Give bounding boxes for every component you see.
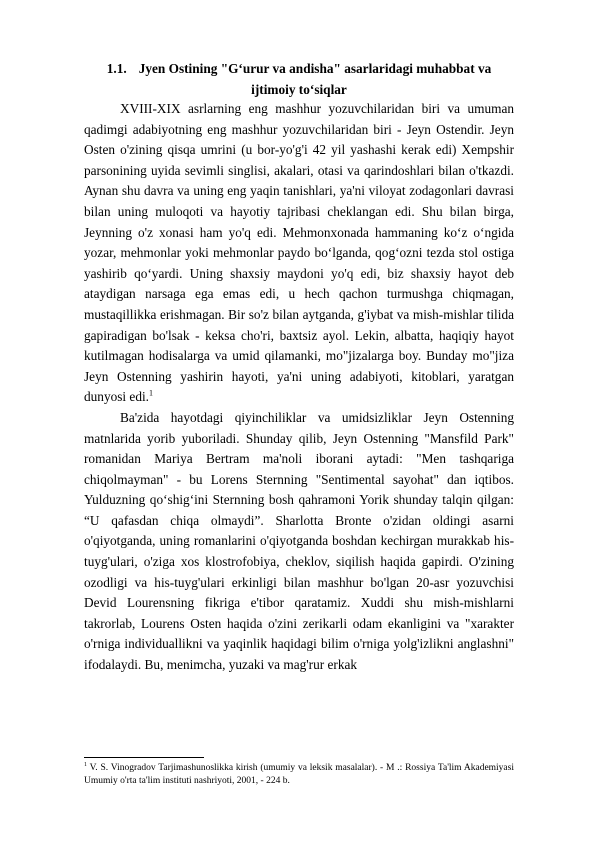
body-text (84, 99, 514, 676)
footnote-separator (84, 757, 204, 758)
paragraph-2 (84, 408, 514, 676)
footnote-number: 1 (84, 761, 87, 768)
footnote (84, 762, 514, 787)
paragraph-1-text: XVIII-XIX asrlarning eng mashhur yozuvchilaridan biri va umuman qadimgi adabiyotning eng mashhur yozuvchilaridan biri - Jeyn Ostendir. Jeyn Osten o'zining qisqa umrini (u bor-yo'g'i 42 yil yashashi kerak edi) Xempshir parsonining uyida sevimli singlisi, akalari, otasi va qarindoshlari bilan o'tkazdi. Aynan shu davra va uning eng yaqin tanishlari, ya'ni viloyat zodagonlari davrasi bilan uning muloqoti va hayotiy tajribasi cheklangan edi. Shu bilan birga, Jeynning o'z xonasi ham yo'q edi. Mehmonxonada hammaning ko‘z o‘ngida yozar, mehmonlar yoki mehmonlar paydo bo‘lganda, qog‘ozni tezda stol ostiga yashirib qo‘yardi. Uning shaxsiy maydoni yo'q edi, biz shaxsiy hayot deb ataydigan narsaga ega emas edi, u hech qachon turmushga chiqmagan, mustaqillikka erishmagan. Bir so'z bilan aytganda, g'iybat va mish-mishlar tilida gapiradigan bo'lsak - keksa cho'ri, baxtsiz ayol. Lekin, albatta, haqiqiy hayot kutilmagan hodisalarga va umid qilamanki, mo"jizalarga boy. Bunday mo"jiza Jeyn Ostenning yashirin hayoti, ya'ni uning adabiyoti, kitoblari, yaratgan dunyosi edi. (84, 101, 514, 405)
paragraph-1 (84, 99, 514, 408)
footnote-text: V. S. Vinogradov Tarjimashunoslikka kirish (umumiy va leksik masalalar). - M .: Rossiya Ta'lim Akademiyasi Umumiy o'rta ta'lim instituti nashriyoti, 2001, - 224 b. (84, 763, 514, 786)
paragraph-2-text: Ba'zida hayotdagi qiyinchiliklar va umidsizliklar Jeyn Ostenning matnlarida yorib yuboriladi. Shunday qilib, Jeyn Ostenning "Mansfild Park" romanidan Mariya Bertram ma'noli iborani aytadi: "Men tashqariga chiqolmayman" - bu Lorens Sternning "Sentimental sayohat" dan iqtibos. Yulduzning qo‘shig‘ini Sternning bosh qahramoni Yorik shunday talqin qilgan: “U qafasdan chiqa olmaydi”. Sharlotta Bronte o'zidan oldingi asarni o'qiyotganda, uning romanlarini o'qiyotganda boshdan kechirgan murakkab his-tuyg'ulari, o'ziga xos klostrofobiya, cheklov, siqilish haqida gapirdi. O'zining ozodligi va his-tuyg'ulari erkinligi bilan mashhur bo'lgan 20-asr yozuvchisi Devid Lourensning fikriga e'tibor qaratamiz. Xuddi shu mish-mishlarni takrorlab, Lourens Osten haqida o'zini zerikarli odam ekanligini va "xarakter o'rniga individuallikni va yaqinlik haqidagi bilim o'rniga yolg'izlikni anglashni" ifodalaydi. Bu, menimcha, yuzaki va mag'rur erkak (84, 409, 514, 673)
section-heading (84, 58, 514, 100)
footnote-reference[interactable]: 1 (149, 388, 154, 398)
section-number: 1.1. (106, 61, 127, 76)
section-title: Jyen Ostining "G‘urur va andisha" asarlaridagi muhabbat va ijtimoiy to‘siqlar (138, 61, 492, 97)
